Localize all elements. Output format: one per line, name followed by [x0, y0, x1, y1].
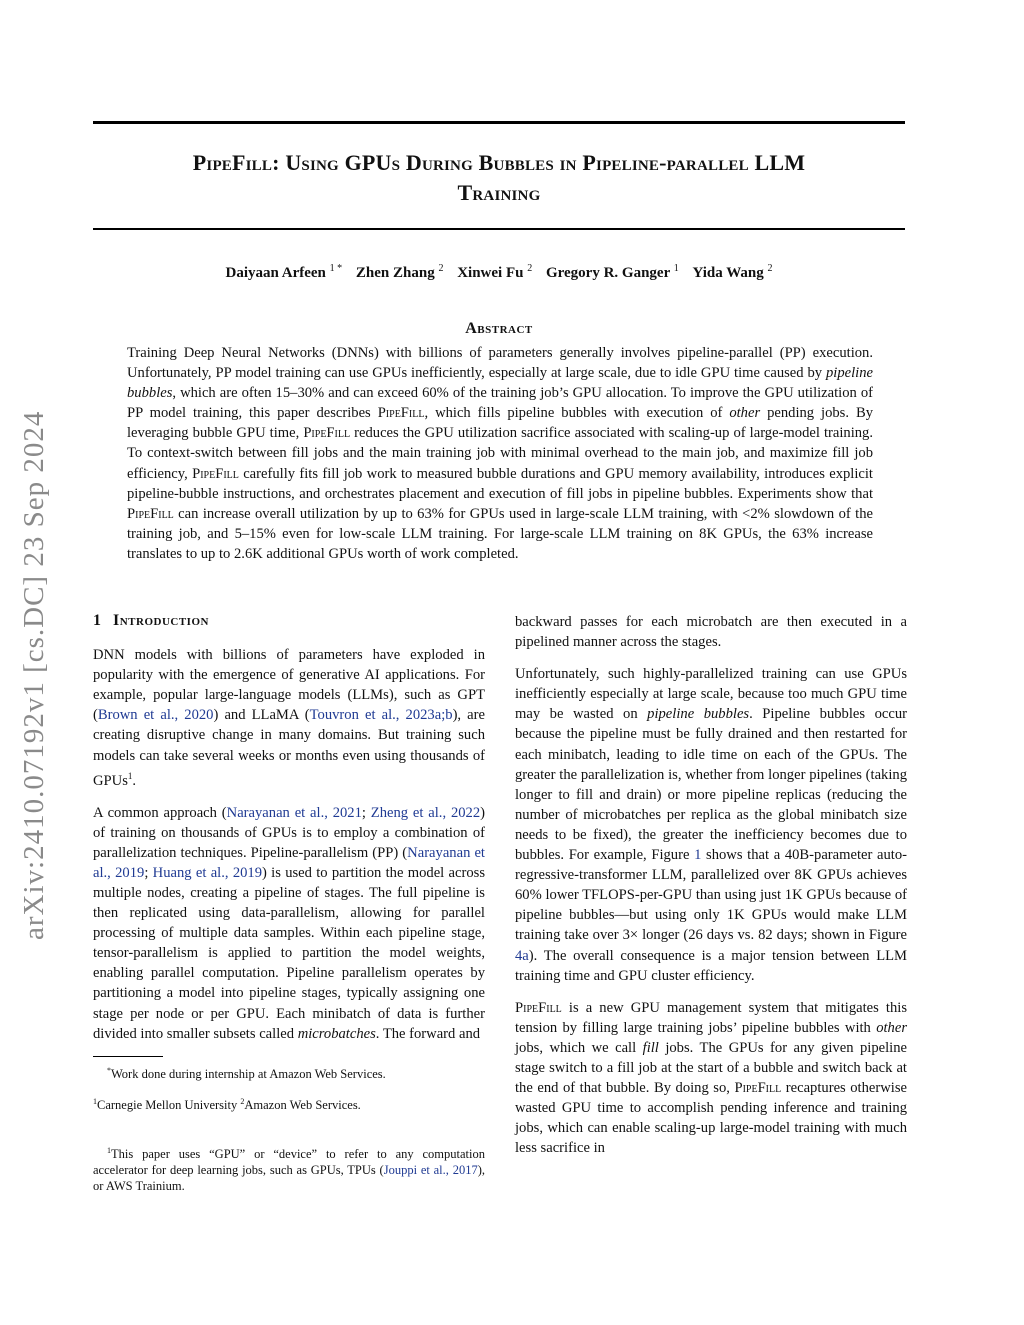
- author: Gregory R. Ganger $^1$: [545, 263, 679, 281]
- citation-link[interactable]: Huang et al., 2019: [152, 864, 263, 881]
- right-column: [515, 612, 907, 1170]
- author: Daiyaan Arfeen $^{1 *}$: [225, 263, 343, 281]
- footnote-marker[interactable]: 1: [127, 770, 133, 781]
- paper-title: [93, 148, 905, 208]
- footnote-1: $^1$This paper uses “GPU” or “device” to refer to any computation accelerator for deep learning jobs, such as GPUs, TPUs (Jouppi et al., 2017), or AWS Trainium.: [93, 1146, 485, 1194]
- figure-link[interactable]: 4a: [515, 947, 529, 964]
- author-list: [93, 263, 905, 282]
- citation-link[interactable]: Brown et al., 2020: [97, 707, 214, 724]
- title-bottom-rule: [93, 228, 905, 230]
- title-top-rule: [93, 121, 905, 124]
- footnote-rule: [93, 1056, 163, 1057]
- title-line-1: PipeFill: Using GPUs During Bubbles in Pipeline-parallel LLM: [192, 150, 806, 175]
- author: Zhen Zhang $^2$: [355, 263, 444, 281]
- right-paragraph-2: Unfortunately, such highly-parallelized training can use GPUs inefficiently especially at large scale, because too much GPU time may be wasted on pipeline bubbles. Pipeline bubbles occur because the pipeline must be fully drained and then restarted for each minibatch, leading to idle time on each of the GPUs. The greater the parallelization is, whether from longer pipelines (taking longer to fill and drain) or more pipeline replicas (reducing the number of microbatches per replica as the global minibatch size needs to be fixed), the greater the inefficiency becomes due to bubbles. For example, Figure 1 shows that a 40B-parameter auto-regressive-transformer LLM, parallelized over 8K GPUs achieves 60% lower TFLOPS-per-GPU than using just 1K GPUs because of pipeline bubbles—but using only 1K GPUs would make LLM training take over 3× longer (26 days vs. 82 days; shown in Figure 4a). The overall consequence is a major tension between LLM training time and GPU cluster efficiency.: [515, 666, 907, 984]
- footnote-affiliations-2: $^1$Carnegie Mellon University $^2$Amazon Web Services.: [93, 1096, 361, 1113]
- intro-paragraph-2: A common approach (Narayanan et al., 2021; Zheng et al., 2022) of training on thousands of GPUs is to employ a combination of parallelization techniques. Pipeline-parallelism (PP) (Narayanan et al., 2019; Huang et al., 2019) is used to partition the model across multiple nodes, creating a pipeline of stages. The full pipeline is then replicated using data-parallelism, allowing for parallel processing of multiple data samples. Within each pipeline stage, tensor-parallelism is applied to partition the model weights, enabling parallel computation. Pipeline parallelism operates by partitioning a model into pipeline stages, typically assigning one stage per node or per GPU. Each minibatch of data is further divided into smaller subsets called microbatches. The forward and: [93, 804, 486, 1042]
- section-heading-introduction: 1 Introduction: [93, 612, 209, 629]
- author: Xinwei Fu $^2$: [457, 263, 533, 281]
- author: Yida Wang $^2$: [692, 263, 773, 281]
- citation-link[interactable]: Narayanan et al., 2019: [93, 844, 485, 881]
- right-paragraph-1: backward passes for each microbatch are then executed in a pipelined manner across the stages.: [515, 614, 907, 651]
- citation-link[interactable]: Narayanan et al., 2021: [226, 804, 362, 821]
- figure-link[interactable]: 1: [694, 847, 702, 864]
- citation-link[interactable]: Zheng et al., 2022: [370, 804, 481, 821]
- title-line-2: Training: [457, 180, 541, 205]
- intro-paragraph-1: DNN models with billions of parameters have exploded in popularity with the emergence of generative AI applications. For example, popular large-language models (LLMs), such as GPT (Brown et al., 2020) and LLaMA (Touvron et al., 2023a;b), are creating disruptive change in many domains. But training such models can take several weeks or months even using thousands of GPUs$^1$.: [93, 647, 485, 789]
- abstract-heading: Abstract: [465, 320, 533, 337]
- right-paragraph-3: PipeFill is a new GPU management system that mitigates this tension by filling large training jobs’ pipeline bubbles with other jobs, which we call fill jobs. The GPUs for any given pipeline stage switch to a fill job at the start of a bubble and switch back at the end of that bubble. By doing so, PipeFill recaptures otherwise wasted GPU time to accomplish pending inference and training jobs, which can enable scaling-up large-model training with much less sacrifice in: [515, 999, 907, 1157]
- citation-link[interactable]: Touvron et al., 2023a;b: [309, 707, 453, 724]
- arxiv-stamp: arXiv:2410.07192v1 [cs.DC] 23 Sep 2024: [18, 410, 50, 940]
- abstract-body: Training Deep Neural Networks (DNNs) with billions of parameters generally involves pipeline-parallel (PP) execution. Unfortunately, PP model training can use GPUs inefficiently, especially at large scale, due to idle GPU time caused by pipeline bubbles, which are often 15–30% and can exceed 60% of the training job’s GPU allocation. To improve the GPU utilization of PP model training, this paper describes PipeFill, which fills pipeline bubbles with execution of other pending jobs. By leveraging bubble GPU time, PipeFill reduces the GPU utilization sacrifice associated with scaling-up of large-model training. To context-switch between fill jobs and the main training job with minimal overhead to the main job, and maximize fill job efficiency, PipeFill carefully fits fill job work to measured bubble durations and GPU memory availability, introduces explicit pipeline-bubble instructions, and orchestrates placement and execution of fill jobs in pipeline bubbles. Experiments show that PipeFill can increase overall utilization by up to 63% for GPUs used in large-scale LLM training, with <2% slowdown of the training job, and 5–15% even for low-scale LLM training. For large-scale LLM training on 8K GPUs, the 63% increase translates to up to 2.6K additional GPUs worth of work completed.: [127, 345, 873, 562]
- citation-link[interactable]: Jouppi et al., 2017: [383, 1163, 478, 1178]
- left-column: [93, 611, 485, 1206]
- footnote-affiliations: *Work done during internship at Amazon Web Services.: [107, 1065, 386, 1081]
